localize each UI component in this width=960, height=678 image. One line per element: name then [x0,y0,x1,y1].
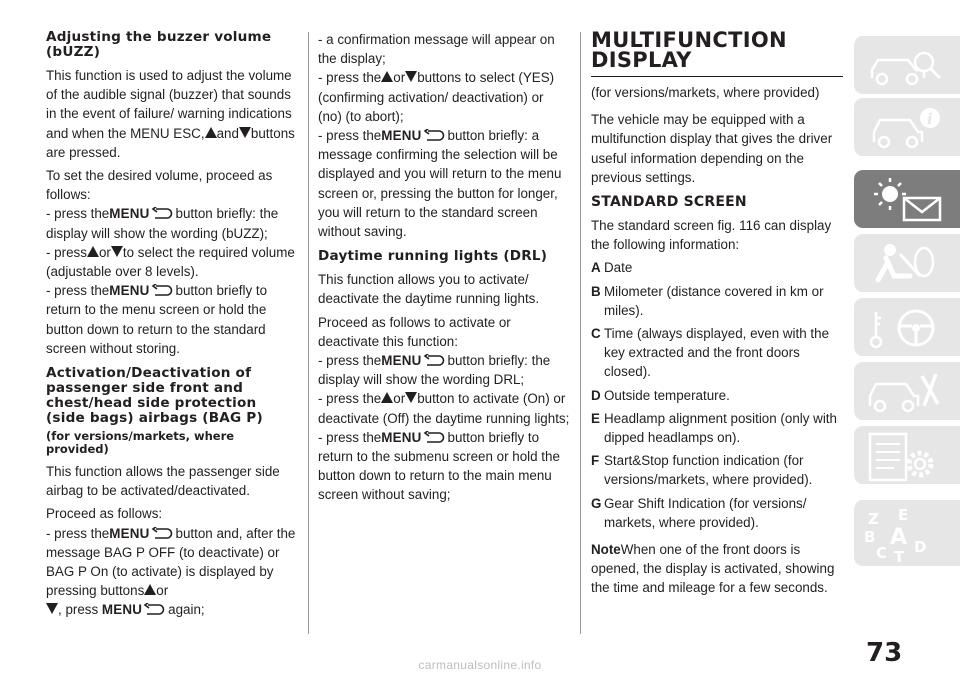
buzzer-steps: To set the desired volume, proceed as follows: - press theMENU button briefly: the display will show the wording (bUZZ); - press or to select the required volume (adjustable over 8 levels). - press theMENU button briefly to return to the menu screen or hold the button down to return to the standard screen without storing. [46,168,295,356]
tab-starting-driving[interactable] [854,298,960,356]
watermark: carmanualsonline.info [418,658,542,672]
legend-item: A Date [591,260,633,276]
tab-car-search[interactable] [854,36,960,94]
heading-airbag: Activation/Deactivation of passenger side front and chest/head side protection (side bags) airbags (BAG P) [46,365,263,427]
legend-item: E Headlamp alignment position (only with dipped headlamps on). [591,410,837,446]
legend-item: G Gear Shift Indication (for versions/ markets, where provided). [591,495,807,530]
display-availability: (for versions/markets, where provided) [591,85,820,100]
index-letter: C [876,544,888,562]
index-letter: E [898,506,909,524]
page-number: 73 [866,638,903,668]
legend-item: B Milometer (distance covered in km or miles). [591,283,824,318]
column-2 [318,30,570,509]
up-arrow-icon [144,584,156,595]
buzzer-intro: This function is used to adjust the volume of the audible signal (buzzer) that sounds in the event of failure/ warning indications and when the MENU ESC, and buttons are pressed. [46,68,295,160]
column-3 [591,30,843,602]
display-intro: The vehicle may be equipped with a multifunction display that gives the driver useful information depending on the previous settings. [591,112,833,185]
tab-warning-lights[interactable] [854,170,960,228]
column-1 [46,30,298,624]
airbag-steps-continued: - a confirmation message will appear on the display; - press the or buttons to select (YES) (confirming activation/ deactivation) or (no) (to abort); - press theMENU button briefly: a message confirming the selection will be displayed and you will return to the menu screen or, pressing the button for longer, you will return to the standard screen without saving. [318,32,562,240]
index-letter: T [894,548,905,562]
menu-button-label: MENU [381,353,422,369]
menu-button-label: MENU [109,283,150,299]
section-title: MULTIFUNCTION DISPLAY [591,28,787,72]
tab-car-info[interactable] [854,98,960,156]
heading-buzzer: Adjusting the buzzer volume (bUZZ) [46,29,272,60]
return-arrow-icon [423,431,445,444]
standard-screen-intro: The standard screen fig. 116 can display the following information: [591,218,832,253]
tab-technical-specs[interactable] [854,426,960,484]
airbag-steps: Proceed as follows: - press theMENU button and, after the message BAG P OFF (to deactivate) or BAG P On (to activate) is displayed by pressing buttons or , press MENU again; [46,506,296,618]
index-letter: Z [868,510,879,528]
index-letter: D [914,538,927,556]
return-arrow-icon [151,207,173,220]
airbag-intro: This function allows the passenger side airbag to be activated/deactivated. [46,464,280,499]
up-arrow-icon [381,392,393,403]
drl-steps: Proceed as follows to activate or deactivate this function: - press theMENU button briefly: the display will show the wording DRL; - press the or button to activate (On) or deactivate (Off) the daytime running lights; - press theMENU button briefly to return to the submenu screen or hold the button down to return to the main menu screen without saving; [318,314,570,503]
up-arrow-icon [381,71,393,82]
down-arrow-icon [239,127,251,138]
car-wrench-icon [864,368,950,416]
legend-item: D Outside temperature. [591,387,730,403]
down-arrow-icon [405,392,417,403]
column-divider [308,32,309,634]
menu-button-label: MENU [101,602,143,618]
legend-item: F Start&Stop function indication (for versions/markets, where provided). [591,453,813,488]
svg-text:i: i [927,110,933,128]
key-steering-wheel-icon [864,304,950,352]
return-arrow-icon [151,284,173,297]
column-divider [580,32,581,634]
menu-button-label: MENU [109,206,150,222]
note [591,540,843,598]
down-arrow-icon [46,603,58,614]
return-arrow-icon [143,603,165,616]
menu-button-label: MENU [381,128,422,144]
warning-light-message-icon [864,176,950,224]
section-title-block [591,30,843,77]
car-search-icon [864,42,950,90]
car-info-icon [864,104,950,152]
airbag-seat-icon [864,240,950,288]
alphabetical-index-icon [864,506,950,562]
menu-button-label: MENU [381,429,422,445]
drl-intro: This function allows you to activate/ deactivate the daytime running lights. [318,272,540,307]
tab-index[interactable] [854,500,960,566]
down-arrow-icon [405,71,417,82]
legend-list [591,258,843,532]
return-arrow-icon [151,527,173,540]
index-letter: A [890,525,908,550]
return-arrow-icon [423,354,445,367]
index-letter: B [864,528,876,546]
tab-maintenance[interactable] [854,362,960,420]
note-text: When one of the front doors is opened, the display is activated, showing the time and mileage for a few seconds. [591,542,835,596]
heading-drl: Daytime running lights (DRL) [318,248,548,265]
return-arrow-icon [423,129,445,142]
legend-item: C Time (always displayed, even with the key extracted and the front doors closed). [591,326,830,380]
specs-gear-icon [864,432,950,486]
down-arrow-icon [111,246,123,257]
airbag-availability: (for versions/markets, where provided) [46,429,235,457]
up-arrow-icon [205,127,217,138]
note-label: Note [591,542,621,558]
up-arrow-icon [87,246,99,257]
menu-button-label: MENU [109,525,150,541]
heading-standard-screen: STANDARD SCREEN [591,194,747,211]
tab-safety[interactable] [854,234,960,292]
